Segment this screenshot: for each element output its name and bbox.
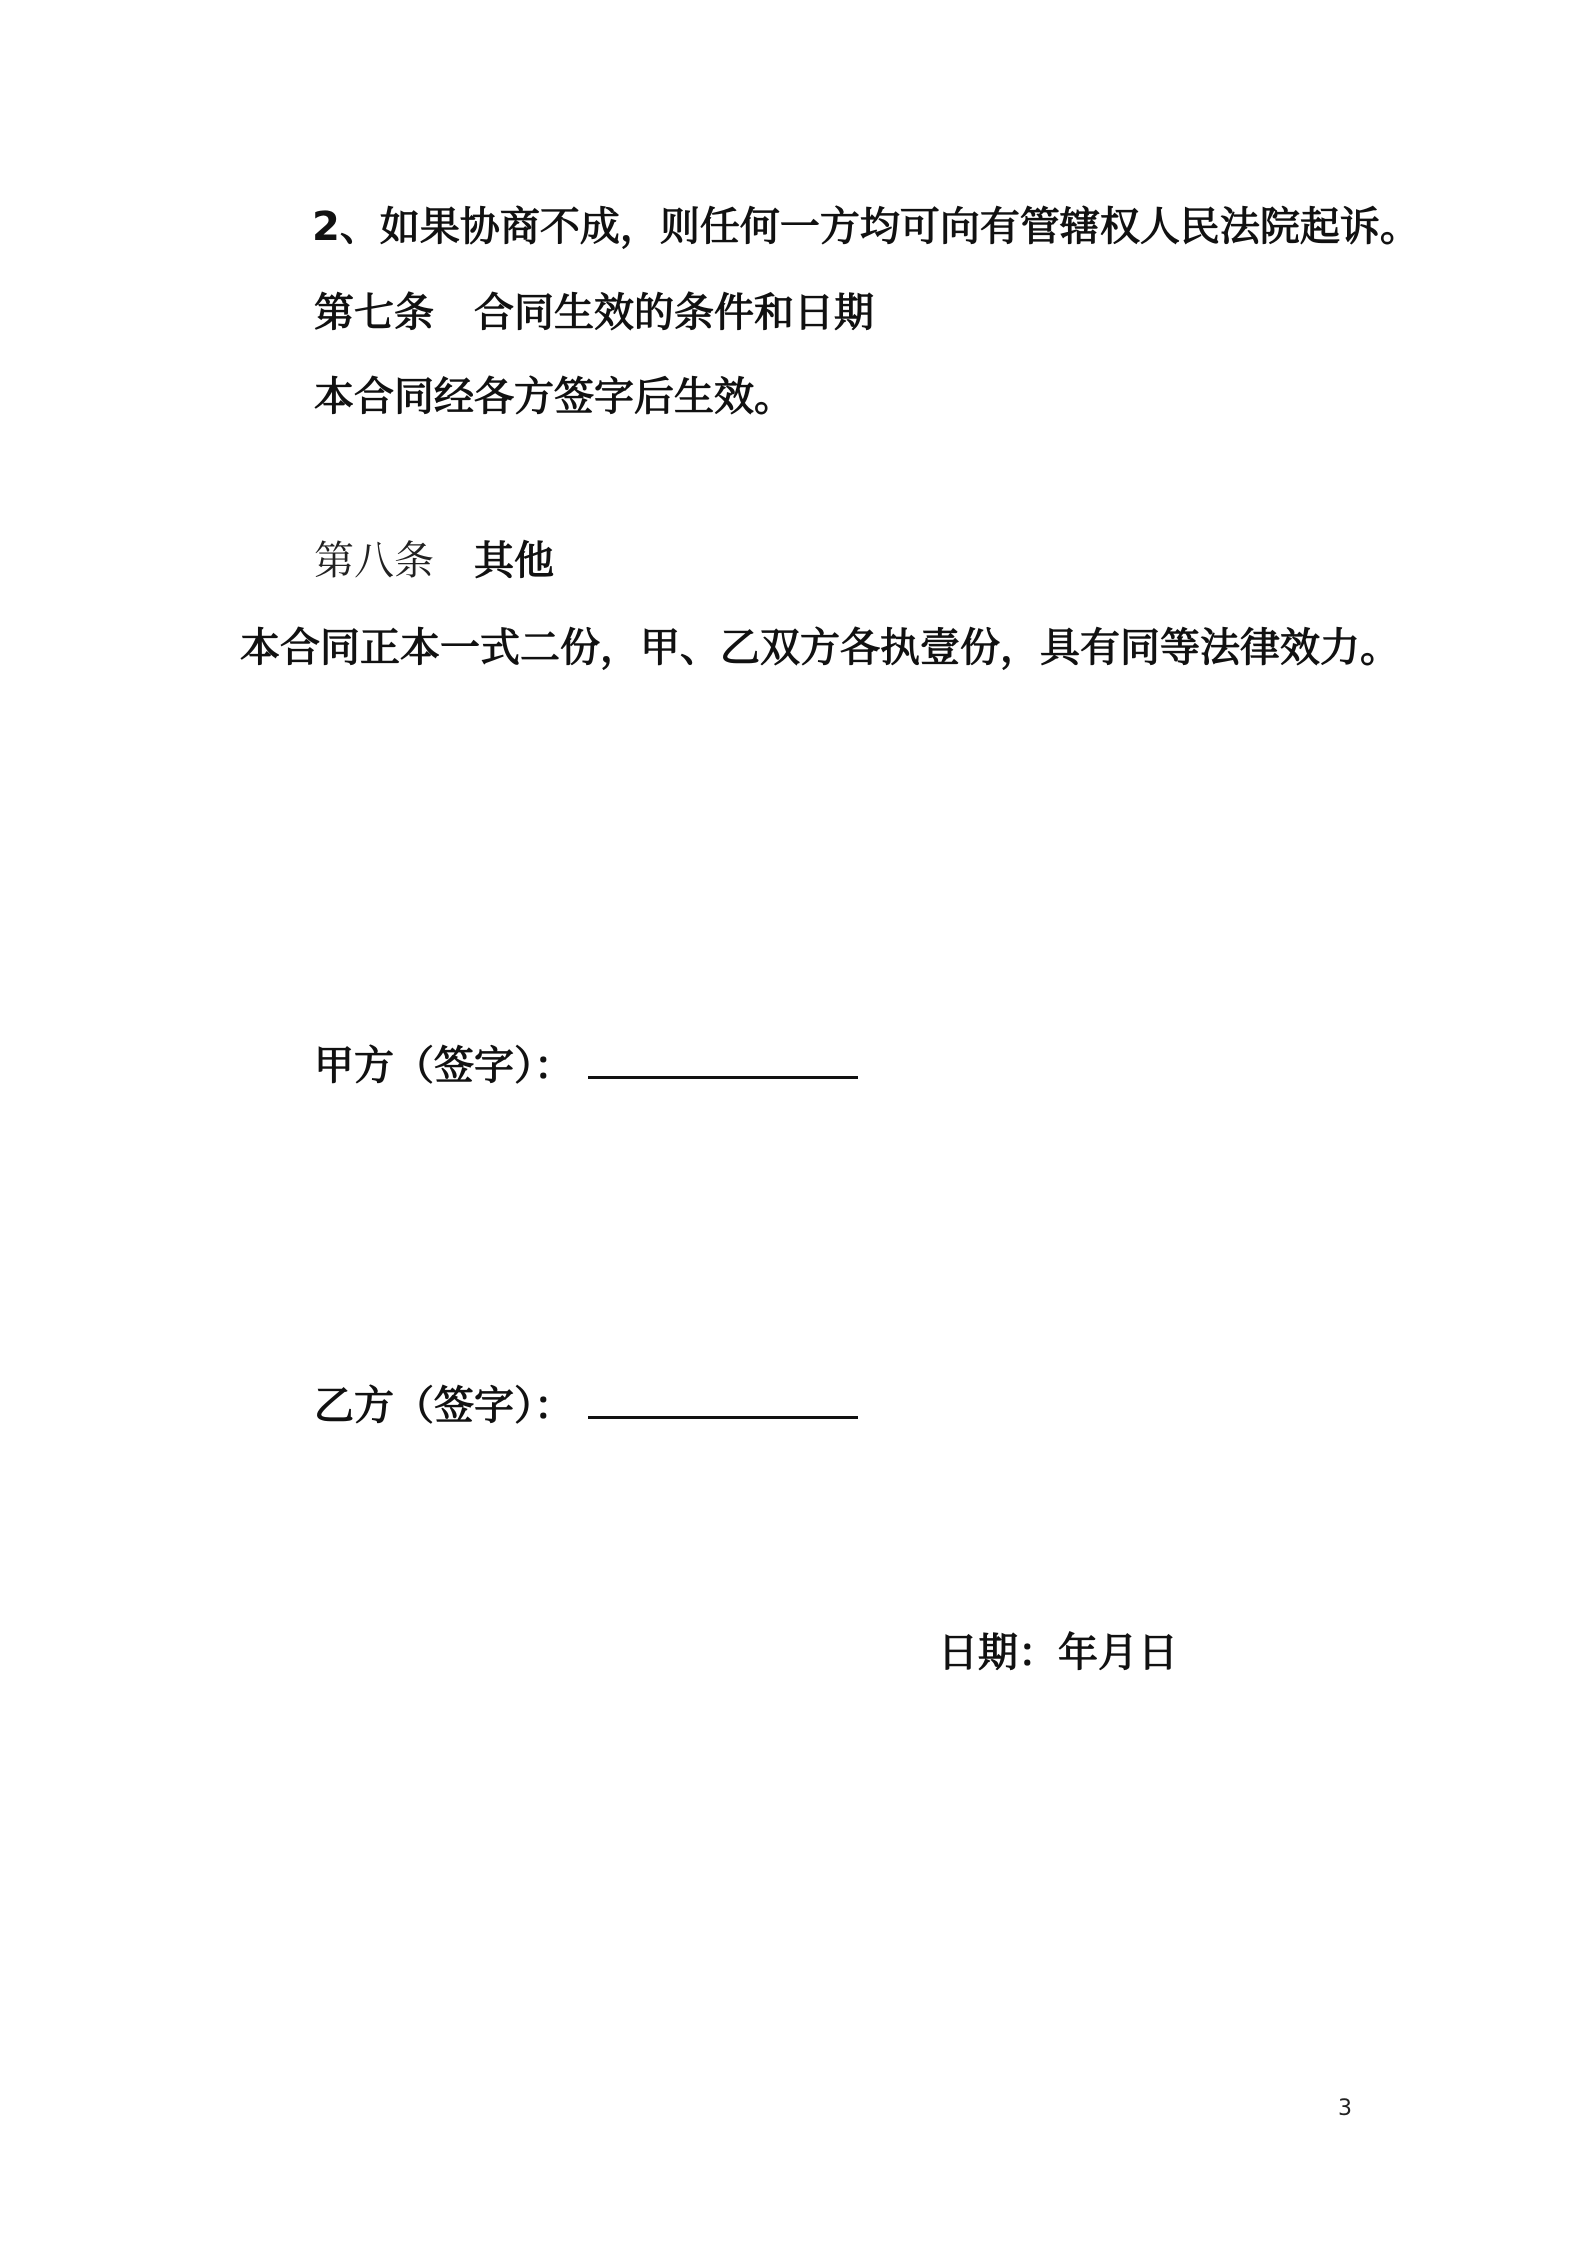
clause-6-item-2: 2、如果协商不成，则任何一方均可向有管辖权人民法院起诉。: [312, 204, 1420, 250]
party-b-label: 乙方（签字）：: [314, 1383, 574, 1429]
article-8-title: 其他: [474, 538, 554, 584]
party-a-label: 甲方（签字）：: [314, 1043, 574, 1089]
date-label: 日期：年月日: [938, 1630, 1178, 1676]
party-b-signature-line[interactable]: [588, 1416, 858, 1419]
article-8-heading: [314, 538, 554, 584]
article-7-number: 第七条: [314, 290, 434, 336]
article-8-text: 本合同正本一式二份，甲、乙双方各执壹份，具有同等法律效力。: [240, 625, 1400, 671]
article-7-heading: [314, 290, 874, 336]
party-b-signature: [314, 1383, 858, 1429]
article-8-number: 第八条: [314, 538, 434, 584]
page-number: 3: [1338, 2096, 1352, 2121]
party-a-signature-line[interactable]: [588, 1076, 858, 1079]
article-7-text: 本合同经各方签字后生效。: [314, 374, 794, 420]
party-a-signature: [314, 1043, 858, 1089]
article-7-title: 合同生效的条件和日期: [474, 290, 874, 336]
